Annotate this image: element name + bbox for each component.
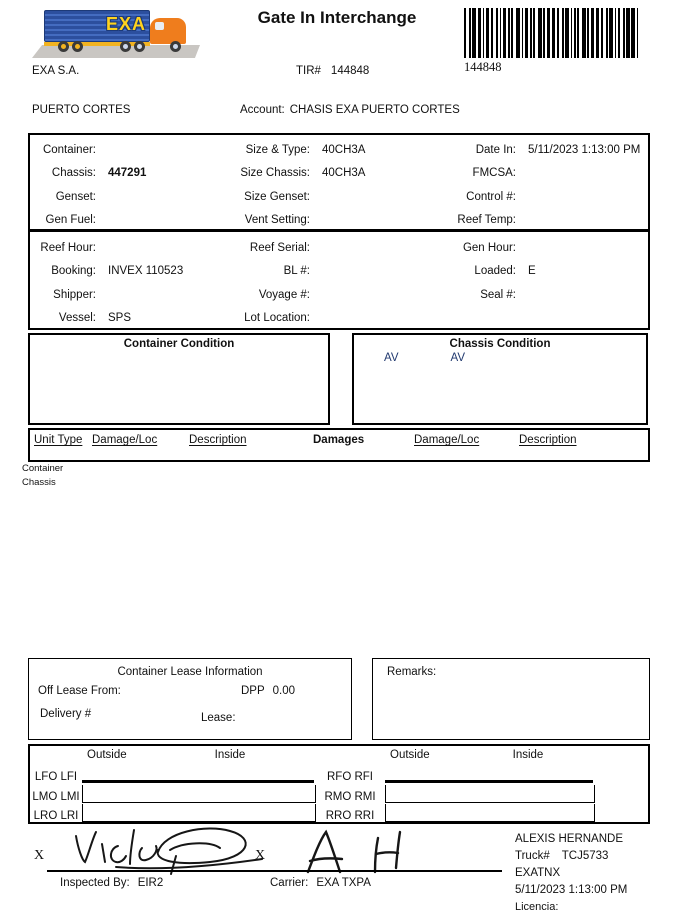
damages-header-damage-loc-right: Damage/Loc — [414, 434, 480, 446]
tire-left-headers — [30, 749, 320, 764]
account-value: CHASIS EXA PUERTO CORTES — [289, 104, 460, 116]
inspected-by-value: EIR2 — [137, 877, 164, 889]
info-row-chassis — [30, 162, 648, 186]
tire-row-rro-rri — [320, 803, 648, 822]
chassis-condition-value-1: AV — [384, 352, 399, 364]
chassis-condition-box — [352, 333, 648, 425]
info-row-reef-hour — [30, 236, 648, 260]
dpp-field — [241, 685, 295, 697]
voyage-label: Voyage #: — [258, 288, 310, 301]
license-label: Licencia: — [515, 901, 559, 913]
outside-header-left: Outside — [87, 749, 127, 761]
size-type-value: 40CH3A — [322, 143, 366, 156]
info-row-container — [30, 138, 648, 162]
logo-wheel-icon — [58, 41, 69, 52]
driver-name: ALEXIS HERNANDE — [515, 833, 624, 845]
tire-label-lmo-lmi: LMO LMI — [32, 790, 80, 803]
page-title: Gate In Interchange — [257, 8, 417, 27]
info-row-gen-fuel — [30, 209, 648, 233]
outside-header-right: Outside — [390, 749, 430, 761]
chassis-condition-values — [354, 352, 646, 364]
control-number-label: Control #: — [466, 190, 516, 203]
inspector-x-mark: X — [34, 848, 45, 863]
carrier-signature-line — [266, 870, 502, 872]
logo-wheel-icon — [170, 41, 181, 52]
tire-row-rmo-rmi — [320, 783, 648, 802]
shipper-label: Shipper: — [53, 288, 96, 301]
damages-header-unit-type: Unit Type — [34, 434, 83, 446]
seal-number-label: Seal #: — [480, 288, 516, 301]
company-name: EXA S.A. — [32, 65, 80, 77]
tire-row-lmo-lmi — [30, 783, 320, 802]
equipment-info-top-section — [30, 135, 648, 232]
tire-entry-box — [385, 804, 595, 822]
chassis-condition-value-2: AV — [450, 352, 465, 364]
driver-info-block — [515, 831, 627, 916]
size-genset-label: Size Genset: — [244, 190, 310, 203]
remarks-box — [372, 658, 650, 740]
vessel-label: Vessel: — [58, 312, 96, 325]
inspected-by-label: Inspected By: — [60, 877, 130, 889]
damages-unit-rows — [22, 462, 63, 490]
chassis-condition-title: Chassis Condition — [449, 338, 551, 350]
booking-label: Booking: — [51, 265, 96, 278]
info-row-vessel — [30, 307, 648, 331]
fmcsa-label: FMCSA: — [472, 167, 516, 180]
account-label: Account: — [240, 104, 285, 116]
container-condition-title: Container Condition — [123, 338, 235, 350]
genset-label: Genset: — [55, 190, 96, 203]
barcode-number: 144848 — [464, 60, 502, 74]
tire-entry-line — [385, 764, 593, 783]
tir-label: TIR# — [296, 65, 321, 77]
gate-datetime: 5/11/2023 1:13:00 PM — [515, 884, 628, 896]
container-condition-box — [28, 333, 330, 425]
location-row — [32, 104, 642, 116]
container-label: Container: — [42, 143, 96, 156]
logo-wheel-icon — [72, 41, 83, 52]
tire-condition-box — [28, 744, 650, 824]
gen-hour-label: Gen Hour: — [462, 241, 516, 254]
container-lease-box — [28, 658, 352, 740]
tire-right-headers — [320, 749, 648, 764]
booking-value: INVEX 110523 — [108, 265, 184, 278]
lot-location-label: Lot Location: — [244, 312, 310, 325]
inspected-by — [60, 877, 163, 889]
account — [240, 104, 460, 116]
tire-entry-line — [82, 764, 314, 783]
lease-box-title: Container Lease Information — [117, 666, 263, 678]
chassis-label: Chassis: — [51, 167, 96, 180]
size-type-label: Size & Type: — [245, 143, 310, 156]
damages-header-title: Damages — [313, 434, 365, 446]
carrier — [270, 877, 371, 889]
size-chassis-label: Size Chassis: — [240, 167, 310, 180]
damages-header-description-right: Description — [519, 434, 577, 446]
logo-trailer-graphic — [44, 10, 150, 42]
carrier-label: Carrier: — [270, 877, 309, 889]
vent-setting-label: Vent Setting: — [244, 214, 310, 227]
tire-row-lro-lri — [30, 803, 320, 822]
dpp-value: 0.00 — [272, 685, 296, 697]
truck-number-value: TCJ5733 — [561, 850, 609, 862]
info-row-shipper — [30, 283, 648, 307]
loaded-value: E — [528, 265, 536, 278]
date-in-label: Date In: — [475, 143, 516, 156]
tire-entry-box — [385, 785, 595, 803]
damages-header-row — [28, 428, 650, 462]
damages-header-damage-loc-left: Damage/Loc — [92, 434, 158, 446]
damages-header-description-left: Description — [189, 434, 247, 446]
size-chassis-value: 40CH3A — [322, 167, 366, 180]
terminal-location: PUERTO CORTES — [32, 104, 131, 116]
barcode — [464, 8, 638, 58]
inside-header-left: Inside — [214, 749, 246, 761]
chassis-value: 447291 — [108, 167, 147, 180]
tire-row-rfo-rfi — [320, 764, 648, 783]
logo-truck-cab-graphic — [150, 18, 186, 44]
carrier-code: EXATNX — [515, 867, 561, 879]
reef-serial-label: Reef Serial: — [249, 241, 310, 254]
tire-label-rmo-rmi: RMO RMI — [324, 790, 376, 803]
logo-wheel-icon — [134, 41, 145, 52]
tire-left-section — [30, 749, 320, 822]
delivery-number-label: Delivery # — [40, 708, 92, 720]
truck-number-label: Truck# — [515, 850, 550, 862]
remarks-label: Remarks: — [387, 666, 437, 678]
tire-entry-box — [82, 785, 316, 803]
tire-row-lfo-lfi — [30, 764, 320, 783]
vessel-value: SPS — [108, 312, 132, 325]
info-row-genset — [30, 185, 648, 209]
logo-text: EXA — [105, 14, 146, 34]
equipment-info-box — [28, 133, 650, 330]
info-row-booking — [30, 260, 648, 284]
tire-label-lfo-lfi: LFO LFI — [34, 771, 78, 784]
dpp-label: DPP — [241, 685, 265, 697]
lease-label: Lease: — [201, 712, 236, 724]
tire-entry-box — [82, 804, 316, 822]
bl-number-label: BL #: — [283, 265, 310, 278]
carrier-value: EXA TXPA — [316, 877, 371, 889]
tir-value: 144848 — [330, 65, 370, 77]
equipment-info-bottom-section — [30, 232, 648, 330]
tire-right-section — [320, 749, 648, 822]
damages-row-container: Container — [22, 463, 64, 474]
truck-number — [515, 848, 627, 865]
carrier-x-mark: X — [255, 848, 266, 863]
reef-temp-label: Reef Temp: — [457, 214, 516, 227]
reef-hour-label: Reef Hour: — [40, 241, 96, 254]
company-logo — [32, 6, 200, 58]
loaded-label: Loaded: — [474, 265, 516, 278]
gen-fuel-label: Gen Fuel: — [45, 214, 96, 227]
tire-label-rfo-rfi: RFO RFI — [327, 771, 373, 784]
inspector-signature — [58, 822, 308, 874]
tire-label-rro-rri: RRO RRI — [325, 810, 375, 822]
tir-number — [296, 65, 369, 77]
logo-wheel-icon — [120, 41, 131, 52]
damages-row-chassis: Chassis — [22, 477, 56, 488]
date-in-value: 5/11/2023 1:13:00 PM — [528, 143, 641, 156]
off-lease-from-label: Off Lease From: — [38, 685, 121, 697]
tire-label-lro-lri: LRO LRI — [33, 810, 79, 822]
inside-header-right: Inside — [512, 749, 544, 761]
carrier-signature — [300, 828, 410, 874]
